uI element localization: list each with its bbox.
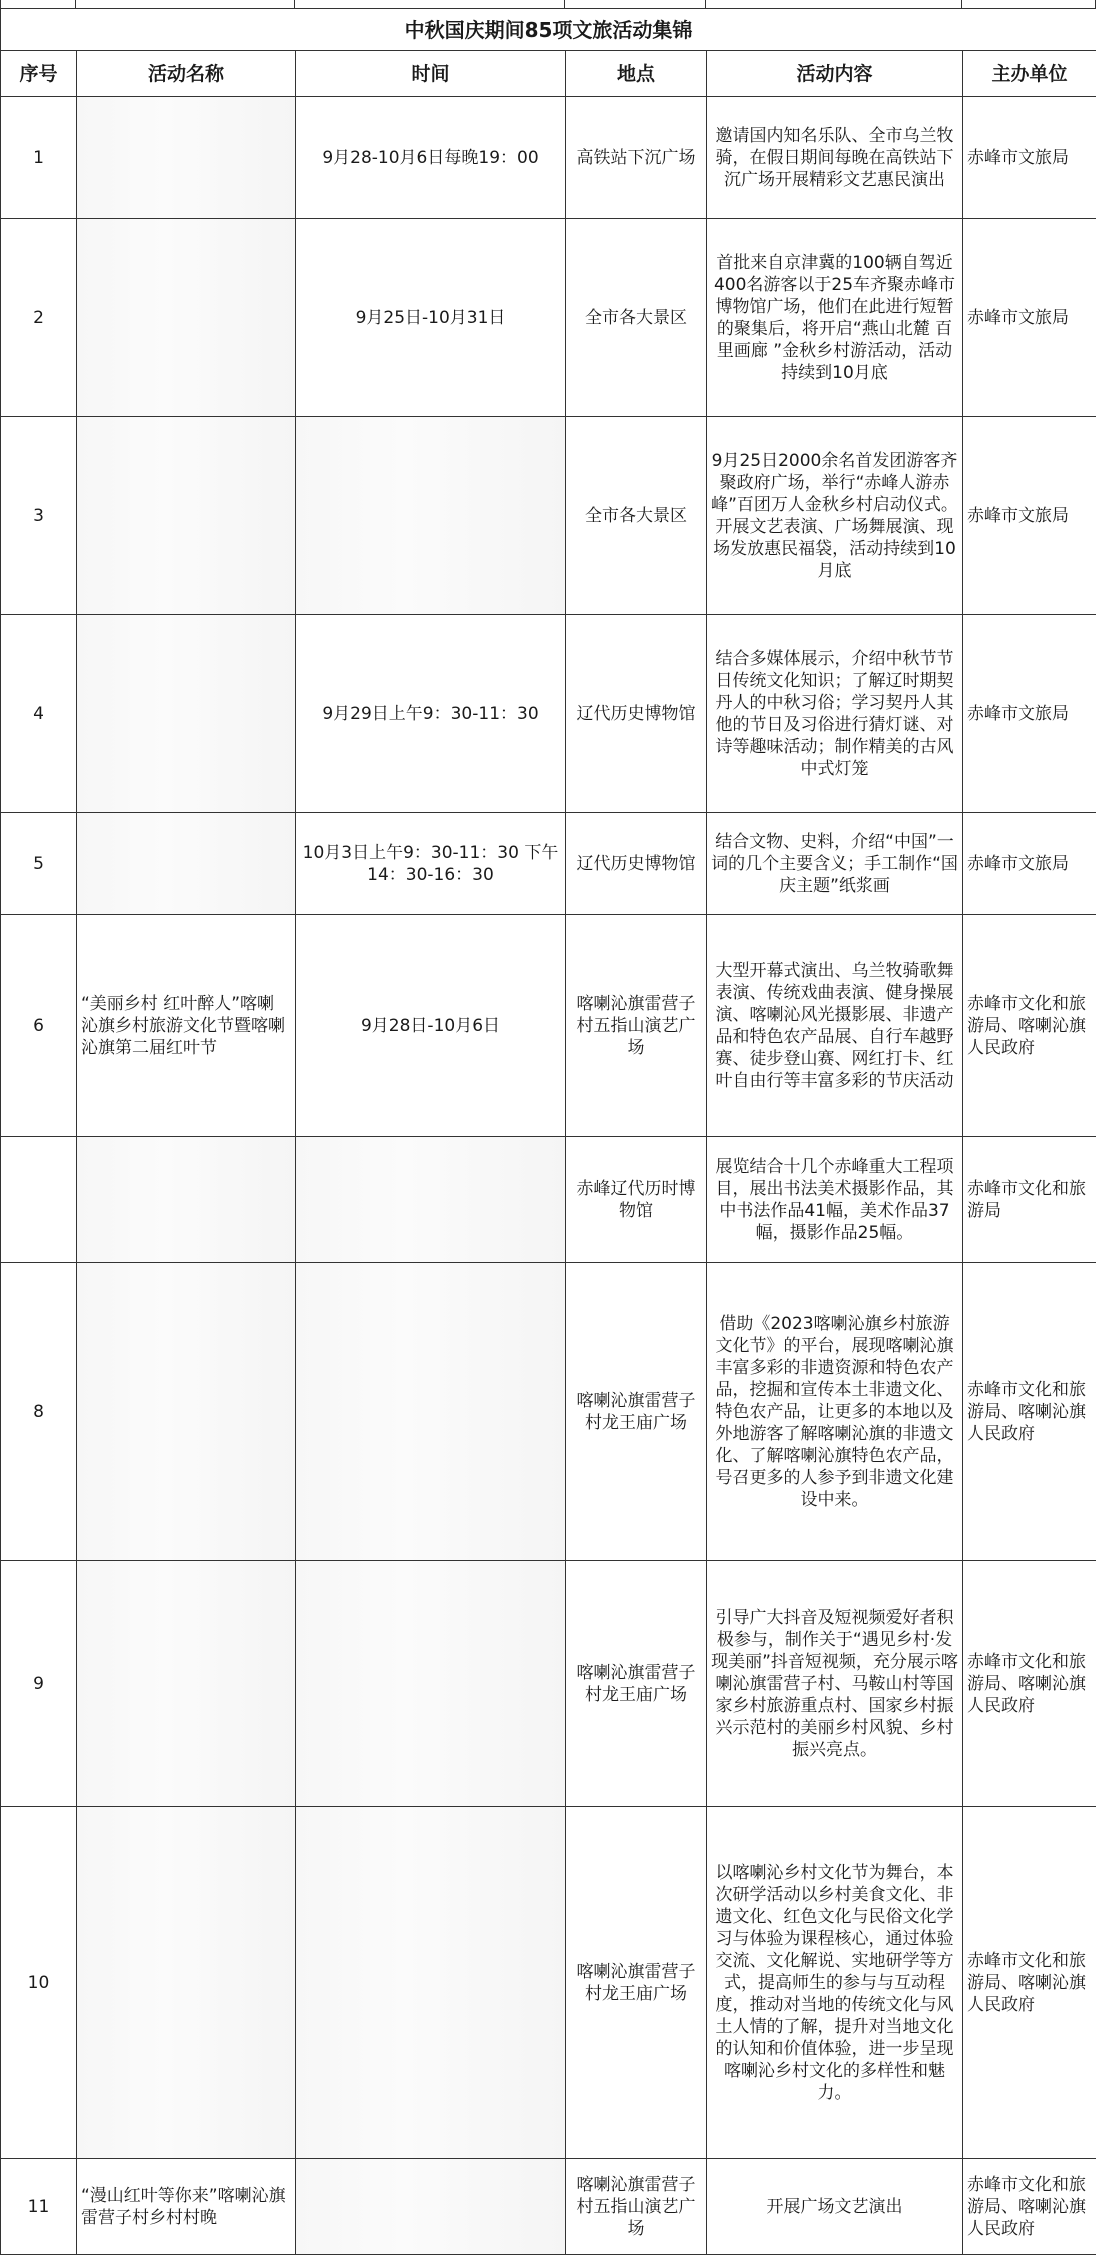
activity-time: [296, 1561, 566, 1807]
activity-content: 结合文物、史料，介绍“中国”一词的几个主要含义；手工制作“国庆主题”纸浆画: [707, 813, 963, 915]
table-row: [1, 219, 1096, 417]
activity-place: 喀喇沁旗雷营子村龙王庙广场: [566, 1263, 707, 1561]
activity-time: 9月29日上午9：30-11：30: [296, 615, 566, 813]
header-row: [1, 51, 1096, 97]
activity-host: 赤峰市文化和旅游局、喀喇沁旗人民政府: [963, 1561, 1096, 1807]
table-row: [1, 615, 1096, 813]
row-number: 11: [1, 2159, 77, 2255]
activity-time: 9月25日-10月31日: [296, 219, 566, 417]
header-name: 活动名称: [77, 51, 296, 97]
activity-time: 9月28日-10月6日: [296, 915, 566, 1137]
activity-time: [296, 1137, 566, 1263]
activity-place: 喀喇沁旗雷营子村龙王庙广场: [566, 1561, 707, 1807]
activity-name: [77, 219, 296, 417]
activity-host: 赤峰市文旅局: [963, 219, 1096, 417]
header-content: 活动内容: [707, 51, 963, 97]
table-row: [1, 1263, 1096, 1561]
activity-place: 高铁站下沉广场: [566, 97, 707, 219]
activity-time: [296, 417, 566, 615]
activity-name: [77, 1807, 296, 2159]
activity-host: 赤峰市文旅局: [963, 417, 1096, 615]
activity-host: 赤峰市文化和旅游局、喀喇沁旗人民政府: [963, 1263, 1096, 1561]
activity-content: 开展广场文艺演出: [707, 2159, 963, 2255]
activity-name: “漫山红叶等你来”喀喇沁旗雷营子村乡村村晚: [77, 2159, 296, 2255]
row-number: 8: [1, 1263, 77, 1561]
activity-place: 喀喇沁旗雷营子村龙王庙广场: [566, 1807, 707, 2159]
row-number: 2: [1, 219, 77, 417]
activity-name: “美丽乡村 红叶醉人”喀喇沁旗乡村旅游文化节暨喀喇沁旗第二届红叶节: [77, 915, 296, 1137]
activity-table: [0, 8, 1096, 2255]
activity-name: [77, 615, 296, 813]
activity-content: 9月25日2000余名首发团游客齐聚政府广场，举行“赤峰人游赤峰”百团万人金秋乡村启动仪式。开展文艺表演、广场舞展演、现场发放惠民福袋，活动持续到10月底: [707, 417, 963, 615]
activity-content: 邀请国内知名乐队、全市乌兰牧骑，在假日期间每晚在高铁站下沉广场开展精彩文艺惠民演出: [707, 97, 963, 219]
activity-content: 以喀喇沁乡村文化节为舞台，本次研学活动以乡村美食文化、非遗文化、红色文化与民俗文化学习与体验为课程核心，通过体验交流、文化解说、实地研学等方式，提高师生的参与与互动程度，推动对当地的传统文化与风土人情的了解，提升对当地文化的认知和价值体验，进一步呈现喀喇沁乡村文化的多样性和魅力。: [707, 1807, 963, 2159]
activity-name: [77, 1561, 296, 1807]
header-time: 时间: [296, 51, 566, 97]
activity-place: 全市各大景区: [566, 219, 707, 417]
table-row: [1, 97, 1096, 219]
table-row: [1, 2159, 1096, 2255]
activity-name: [77, 1263, 296, 1561]
activity-content: 首批来自京津冀的100辆自驾近400名游客以于25车齐聚赤峰市博物馆广场，他们在此进行短暂的聚集后，将开启“燕山北麓 百里画廊 ”金秋乡村游活动，活动持续到10月底: [707, 219, 963, 417]
row-number: 4: [1, 615, 77, 813]
header-place: 地点: [566, 51, 707, 97]
row-number: 3: [1, 417, 77, 615]
table-row: [1, 1137, 1096, 1263]
header-host: 主办单位: [963, 51, 1096, 97]
activity-content: 借助《2023喀喇沁旗乡村旅游文化节》的平台，展现喀喇沁旗丰富多彩的非遗资源和特色农产品，挖掘和宣传本土非遗文化、特色农产品，让更多的本地以及外地游客了解喀喇沁旗的非遗文化、了解喀喇沁旗特色农产品，号召更多的人参予到非遗文化建设中来。: [707, 1263, 963, 1561]
row-number: 1: [1, 97, 77, 219]
row-number: [1, 1137, 77, 1263]
activity-place: 赤峰辽代历时博物馆: [566, 1137, 707, 1263]
table-row: [1, 813, 1096, 915]
activity-host: 赤峰市文化和旅游局、喀喇沁旗人民政府: [963, 915, 1096, 1137]
activity-time: 9月28-10月6日每晚19：00: [296, 97, 566, 219]
activity-host: 赤峰市文旅局: [963, 97, 1096, 219]
activity-place: 喀喇沁旗雷营子村五指山演艺广场: [566, 915, 707, 1137]
activity-content: 结合多媒体展示，介绍中秋节节日传统文化知识；了解辽时期契丹人的中秋习俗；学习契丹人其他的节日及习俗进行猜灯谜、对诗等趣味活动；制作精美的古风中式灯笼: [707, 615, 963, 813]
row-number: 5: [1, 813, 77, 915]
header-no: 序号: [1, 51, 77, 97]
activity-place: 辽代历史博物馆: [566, 813, 707, 915]
activity-name: [77, 417, 296, 615]
activity-time: [296, 1263, 566, 1561]
activity-place: 辽代历史博物馆: [566, 615, 707, 813]
activity-time: [296, 1807, 566, 2159]
row-number: 9: [1, 1561, 77, 1807]
table-title: 中秋国庆期间85项文旅活动集锦: [1, 9, 1096, 51]
table-row: [1, 1561, 1096, 1807]
activity-content: 大型开幕式演出、乌兰牧骑歌舞表演、传统戏曲表演、健身操展演、喀喇沁风光摄影展、非遗产品和特色农产品展、自行车越野赛、徒步登山赛、网红打卡、红叶自由行等丰富多彩的节庆活动: [707, 915, 963, 1137]
activity-host: 赤峰市文旅局: [963, 615, 1096, 813]
table-row: [1, 417, 1096, 615]
activity-host: 赤峰市文化和旅游局、喀喇沁旗人民政府: [963, 1807, 1096, 2159]
row-number: 6: [1, 915, 77, 1137]
row-number: 10: [1, 1807, 77, 2159]
activity-host: 赤峰市文化和旅游局、喀喇沁旗人民政府: [963, 2159, 1096, 2255]
activity-name: [77, 1137, 296, 1263]
activity-host: 赤峰市文旅局: [963, 813, 1096, 915]
activity-place: 全市各大景区: [566, 417, 707, 615]
table-row: [1, 1807, 1096, 2159]
activity-content: 展览结合十几个赤峰重大工程项目，展出书法美术摄影作品，其中书法作品41幅，美术作品37幅，摄影作品25幅。: [707, 1137, 963, 1263]
activity-host: 赤峰市文化和旅游局: [963, 1137, 1096, 1263]
activity-time: 10月3日上午9：30-11：30 下午14：30-16：30: [296, 813, 566, 915]
activity-time: [296, 2159, 566, 2255]
table-row: [1, 915, 1096, 1137]
activity-content: 引导广大抖音及短视频爱好者积极参与，制作关于“遇见乡村·发现美丽”抖音短视频，充分展示喀喇沁旗雷营子村、马鞍山村等国家乡村旅游重点村、国家乡村振兴示范村的美丽乡村风貌、乡村振兴亮点。: [707, 1561, 963, 1807]
activity-place: 喀喇沁旗雷营子村五指山演艺广场: [566, 2159, 707, 2255]
activity-name: [77, 813, 296, 915]
activity-name: [77, 97, 296, 219]
